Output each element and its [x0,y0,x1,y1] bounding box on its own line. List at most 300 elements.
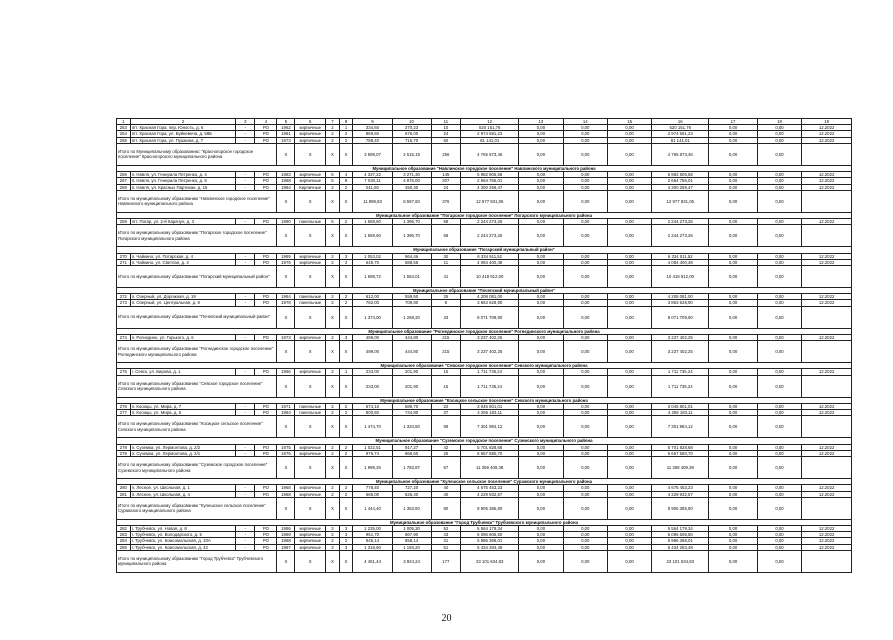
table-cell: 275 [117,369,131,375]
table-cell: 0,00 [563,444,607,450]
table-cell: 2 244 273,26 [461,219,519,225]
table-cell: 0,00 [519,219,563,225]
table-cell: 0,00 [757,410,801,416]
municipality-title: Муниципальное образование "Косицкое сельское поселение" Севского муниципального района [117,397,852,403]
table-cell: 0,00 [709,184,758,190]
subtotal-cell: 0,00 [757,225,801,247]
subtotal-cell: 1 269,20 [392,306,431,328]
table-cell: РО [255,532,277,538]
subtotal-cell: 7 301 984,12 [461,416,519,438]
table-cell: 0,00 [607,184,651,190]
table-cell: 869,60 [353,131,392,137]
table-cell: кирпичные [295,491,326,497]
table-cell: 2 664 756,01 [461,178,519,184]
table-cell: 450,30 [392,184,431,190]
table-cell: кирпичные [295,538,326,544]
subtotal-cell: 0,00 [757,306,801,328]
table-cell: 1 711 735,24 [652,369,709,375]
table-cell: 0,00 [709,410,758,416]
subtotal-cell: 0,00 [757,375,801,397]
subtotal-cell: 1 711 735,24 [652,375,709,397]
table-cell: РО [255,294,277,300]
table-cell: 1981 [277,131,295,137]
table-cell: 0,00 [519,300,563,306]
table-cell: 0,00 [607,369,651,375]
table-cell: 0,00 [607,131,651,137]
table-cell: РО [255,178,277,184]
subtotal-cell: 12 977 831,06 [461,190,519,212]
table-cell: 1986 [277,526,295,532]
address-cell: п. Рогнедино, ул. Горького, д. 6 [130,334,236,340]
subtotal-cell: 3 237 402,25 [652,341,709,363]
table-cell: 0,00 [563,369,607,375]
municipality-title: Муниципальное образование "Рогнединское городское поселение" Рогнединского муниципального района [117,328,852,334]
table-cell: - [236,219,255,225]
table-cell: 263 [117,125,131,131]
table-cell: 4 229 932,57 [461,491,519,497]
address-cell: п. Косицы, ул. Мира, д. 5 [130,410,236,416]
subtotal-cell: X [339,497,353,519]
table-cell: 0,00 [607,300,651,306]
subtotal-cell: 0,00 [709,306,758,328]
table-cell: 6 334 511,52 [652,253,709,259]
table-cell: 0,00 [563,253,607,259]
table-cell: РО [255,219,277,225]
table-cell: 0,00 [563,184,607,190]
table-cell: 3 [326,526,340,532]
table-cell: 0,00 [757,526,801,532]
table-cell: 4 876,00 [392,178,431,184]
table-cell: 1968 [277,491,295,497]
table-cell: 0,00 [607,253,651,259]
table-cell: 265 [117,137,131,143]
table-cell: 5 982 805,58 [461,172,519,178]
subtotal-cell: X [326,497,340,519]
subtotal-cell: 8 905 385,80 [461,497,519,519]
table-cell: 3 [339,544,353,550]
table-cell: 0,00 [607,259,651,265]
table-cell: 2 [339,538,353,544]
table-cell: 0,00 [709,300,758,306]
table-cell: 12.2022 [802,131,852,137]
table-cell: 12.2022 [802,137,852,143]
table-cell: 2 [339,444,353,450]
subtotal-cell: X [326,190,340,212]
table-cell: 1988 [277,538,295,544]
table-cell: 0,00 [709,219,758,225]
subtotal-cell: X [326,375,340,397]
table-cell: 0,00 [709,538,758,544]
subtotal-label: Итого по муниципальному образованию "Рогнединское городское поселение" Рогнединского муниципального района [117,341,277,363]
table-cell: 12.2022 [802,485,852,491]
table-cell: 12.2022 [802,410,852,416]
subtotal-cell: X [295,416,326,438]
table-cell: - [236,184,255,190]
subtotal-cell: X [326,265,340,287]
table-cell: 5 657 580,70 [461,450,519,456]
table-cell: 5 434 283,48 [652,544,709,550]
table-cell: 2 [326,532,340,538]
table-cell: 0,00 [563,532,607,538]
table-cell: - [236,137,255,143]
table-cell: 1975 [277,259,295,265]
table-cell: 0,00 [757,403,801,409]
table-cell: 715,70 [392,137,431,143]
table-cell: 31 [431,538,461,544]
table-cell: - [236,125,255,131]
table-cell: кирпичные [295,485,326,491]
subtotal-cell: 0,00 [757,190,801,212]
table-cell: 12.2022 [802,259,852,265]
subtotal-cell: 0,00 [709,416,758,438]
address-cell: г. Трубчевск, ул. Комсомольская, д. 33А [130,538,236,544]
table-cell: 0,00 [709,294,758,300]
table-cell: 0,00 [607,544,651,550]
subtotal-cell: 0,00 [563,225,607,247]
table-cell: 51 [431,544,461,550]
column-number: 8 [339,119,353,125]
table-cell: 3 863 628,90 [461,300,519,306]
table-cell: 0,00 [757,294,801,300]
table-cell: 2 [339,294,353,300]
subtotal-cell: X [326,550,340,572]
subtotal-cell: 23 101 634,83 [461,550,519,572]
subtotal-cell: 8 071 709,90 [652,306,709,328]
table-cell: 0,00 [563,137,607,143]
table-cell: 0,00 [519,444,563,450]
table-cell: 12.2022 [802,172,852,178]
table-cell: 11 [431,259,461,265]
subtotal-cell: 4 765 873,46 [652,143,709,165]
table-cell: 709,80 [392,300,431,306]
subtotal-cell: 0,00 [519,497,563,519]
table-cell: 951,70 [353,532,392,538]
table-cell: 0,00 [607,294,651,300]
table-cell: 499,00 [353,334,392,340]
table-cell: 1989 [277,532,295,538]
address-cell: п. Навля, ул. Генерала Петренко, д. 8 [130,178,236,184]
table-cell: 58 [431,219,461,225]
table-cell: 40 [431,485,461,491]
subtotal-cell: 2 244 273,26 [652,225,709,247]
table-cell: 7 030,11 [353,178,392,184]
subtotal-cell: 0,00 [607,550,651,572]
subtotal-cell: X [339,375,353,397]
table-cell: 273 [117,300,131,306]
table-cell: РО [255,410,277,416]
table-cell: 0,00 [563,410,607,416]
table-cell: 12.2022 [802,369,852,375]
table-cell: 2 [326,259,340,265]
table-cell: 0,00 [519,253,563,259]
table-cell: панельные [295,219,326,225]
table-cell: РО [255,253,277,259]
column-number: 7 [326,119,340,125]
table-cell: 276 [117,403,131,409]
table-cell: 520 151,76 [461,125,519,131]
address-cell: п. Косицы, ул. Мира, д. 7 [130,403,236,409]
table-cell: 270 [117,253,131,259]
table-cell: 81 141,01 [461,137,519,143]
subtotal-cell: 15 [431,375,461,397]
subtotal-cell: 0,00 [563,190,607,212]
subtotal-cell: 177 [431,550,461,572]
subtotal-cell: 0,00 [519,550,563,572]
subtotal-cell: 0,00 [519,225,563,247]
table-cell: 0,00 [607,219,651,225]
table-cell: 612,00 [353,294,392,300]
table-cell: 0,00 [709,532,758,538]
table-cell: 1 005,30 [392,526,431,532]
subtotal-cell: 0,00 [757,416,801,438]
table-cell: кирпичные [295,137,326,143]
subtotal-cell: 11 359 409,38 [461,457,519,479]
table-cell: 4 [339,172,353,178]
subtotal-cell: 0,00 [563,143,607,165]
subtotal-cell: X [277,550,295,572]
table-cell: 0,00 [563,403,607,409]
table-cell: 511,50 [353,184,392,190]
table-cell: панельные [295,403,326,409]
subtotal-cell: 23 101 634,83 [652,550,709,572]
table-cell: - [236,369,255,375]
subtotal-row [117,375,852,397]
table-cell: 12.2022 [802,532,852,538]
table-cell: 12.2022 [802,300,852,306]
table-cell: 0,00 [757,491,801,497]
table-cell: 2 [326,294,340,300]
table-cell: 0,00 [519,334,563,340]
table-cell: - [236,253,255,259]
table-cell: 2 [326,410,340,416]
table-cell: кирпичные [295,532,326,538]
table-cell: 0,00 [709,125,758,131]
subtotal-cell: 0,00 [709,457,758,479]
table-cell: РО [255,526,277,532]
subtotal-cell: X [277,265,295,287]
table-cell: 0,00 [757,544,801,550]
table-cell: 0,00 [519,403,563,409]
table-cell: 0,00 [607,137,651,143]
table-cell: 674,10 [353,403,392,409]
table-cell: - [236,450,255,456]
table-cell: 4 675 453,23 [461,485,519,491]
table-cell: РО [255,369,277,375]
table-cell: кирпичные [295,178,326,184]
table-cell: 2 974 691,23 [652,131,709,137]
table-cell: 0,00 [757,219,801,225]
table-cell: 1975 [277,444,295,450]
subtotal-row [117,550,852,572]
subtotal-cell: 0,00 [709,375,758,397]
table-cell: 12.2022 [802,444,852,450]
table-cell: 4 675 453,23 [652,485,709,491]
subtotal-cell [802,550,852,572]
column-number: 3 [236,119,255,125]
table-cell: РО [255,184,277,190]
subtotal-cell: X [339,341,353,363]
table-cell: 24 [431,131,461,137]
subtotal-label: Итого по муниципальному образованию "Почепский муниципальный район" [117,306,277,328]
table-cell: 4 084 400,48 [652,259,709,265]
subtotal-cell: 0,00 [563,416,607,438]
subtotal-cell: X [277,341,295,363]
table-cell: - [236,485,255,491]
table-cell: 0,00 [607,125,651,131]
table-cell: 0,00 [607,334,651,340]
table-cell: 0,00 [563,219,607,225]
subtotal-cell: X [295,225,326,247]
table-cell: 1973 [277,137,295,143]
table-cell: 1 053,02 [353,253,392,259]
table-cell: 1990 [277,219,295,225]
table-cell: - [236,300,255,306]
table-cell: 0,00 [519,125,563,131]
table-cell: 268 [117,184,131,190]
table-cell: 0,00 [563,131,607,137]
address-cell: п. Озерный, ул. Центральная, д. 9 [130,300,236,306]
table-cell: 5 982 805,58 [652,172,709,178]
subtotal-cell: 0,00 [519,265,563,287]
table-cell: 24 [431,184,461,190]
address-cell: пгт. Красная Гора, пер. Юность, д. 6 [130,125,236,131]
table-cell: 1 193,20 [392,544,431,550]
table-cell: 0,00 [757,485,801,491]
table-cell: 1956 [277,369,295,375]
table-cell: 2 [326,253,340,259]
subtotal-cell: 0,00 [563,497,607,519]
program-table [116,118,852,573]
table-cell: 1971 [277,403,295,409]
table-cell: 0,00 [563,544,607,550]
column-number: 17 [709,119,758,125]
column-number: 10 [392,119,431,125]
table-cell: - [236,526,255,532]
subtotal-cell: 256 [431,143,461,165]
table-cell: 0,00 [757,538,801,544]
table-cell: 4 256 183,11 [461,410,519,416]
subtotal-cell [802,265,852,287]
subtotal-cell: 12 977 831,06 [652,190,709,212]
table-cell: 0,00 [709,403,758,409]
table-cell: 3 [339,532,353,538]
table-cell: 215 [431,334,461,340]
subtotal-cell: 8 905 385,80 [652,497,709,519]
table-cell: 2 [339,259,353,265]
table-cell: 800,60 [353,410,392,416]
subtotal-cell: 1 783,87 [392,457,431,479]
subtotal-label: Итого по муниципальному образованию "Косицкое сельское поселение" Севского муниципального района [117,416,277,438]
subtotal-row [117,341,852,363]
table-cell: - [236,259,255,265]
table-cell: 1984 [277,410,295,416]
address-cell: п. Лесное, ул. Школьная, д. 1 [130,485,236,491]
table-cell: 0,00 [563,259,607,265]
table-cell: 0,00 [607,172,651,178]
table-cell: 3 271,30 [392,172,431,178]
address-cell: п. Суземка, ул. Лермонтова, д. 2/1 [130,450,236,456]
table-cell: 15 [431,369,461,375]
subtotal-cell: 0,00 [757,497,801,519]
subtotal-cell [802,143,852,165]
subtotal-cell: X [277,497,295,519]
subtotal-label: Итого по муниципальному образованию "Погарский муниципальный район" [117,265,277,287]
table-cell: 4 256 183,11 [652,410,709,416]
table-cell: 0,00 [519,410,563,416]
table-cell: 5 [326,219,340,225]
subtotal-cell: X [295,143,326,165]
table-cell: 1987 [277,544,295,550]
subtotal-label: Итого по муниципальному образованию "Погарское городское поселение" Погарского муниципального района [117,225,277,247]
table-cell: 2 [326,450,340,456]
table-cell: 559,50 [392,294,431,300]
subtotal-cell: 0,00 [563,457,607,479]
table-cell: 3 045 801,01 [461,403,519,409]
table-cell: 2 [326,125,340,131]
table-cell: кирпичные [295,259,326,265]
address-cell: п. Лесное, ул. Школьная, д. 4 [130,491,236,497]
subtotal-cell: 0,00 [709,550,758,572]
table-cell: 8 [339,178,353,184]
table-cell: 2 [339,184,353,190]
subtotal-row [117,225,852,247]
subtotal-cell [802,375,852,397]
address-cell: г. Трубчевск, ул. Новая, д. 8 [130,526,236,532]
table-cell: 5 701 828,68 [652,444,709,450]
subtotal-row [117,416,852,438]
table-cell: 201,90 [392,369,431,375]
table-cell: 0,00 [563,172,607,178]
table-cell: РО [255,444,277,450]
table-cell: 0,00 [709,131,758,137]
column-number: 18 [757,119,801,125]
column-number: 9 [353,119,392,125]
table-cell: РО [255,172,277,178]
subtotal-cell: X [295,306,326,328]
table-cell: 12.2022 [802,294,852,300]
table-cell: 964,46 [392,253,431,259]
table-cell: 145 [431,172,461,178]
table-cell: 0,00 [757,137,801,143]
subtotal-label: Итого по муниципальному образованию "Суземское городское поселение" Суземского муниципального района [117,457,277,479]
table-cell: 0,00 [607,444,651,450]
subtotal-cell [802,457,852,479]
table-cell: 976,74 [353,450,392,456]
table-cell: 12.2022 [802,219,852,225]
table-cell: 4 337,22 [353,172,392,178]
table-cell: 2 [339,403,353,409]
table-cell: кирпичные [295,334,326,340]
table-cell: РО [255,403,277,409]
table-cell: 52 [431,526,461,532]
table-cell: 0,00 [519,294,563,300]
subtotal-cell: 0,00 [607,306,651,328]
table-cell: 645,70 [353,259,392,265]
column-number: 12 [461,119,519,125]
subtotal-cell: X [339,225,353,247]
column-number: 6 [295,119,326,125]
subtotal-label: Итого по муниципальному образованию "Кулешское сельское поселение" Суражского муниципального района [117,497,277,519]
column-number: 16 [652,119,709,125]
table-cell: 0,00 [519,532,563,538]
table-cell: РО [255,544,277,550]
table-cell: 6 096 606,50 [461,532,519,538]
municipality-title: Муниципальное образование "Суземское городское поселение" Суземского муниципального района [117,438,852,444]
subtotal-cell: X [295,341,326,363]
subtotal-cell: 201,90 [392,375,431,397]
subtotal-cell: 1 374,00 [353,306,392,328]
table-cell: 12.2022 [802,450,852,456]
